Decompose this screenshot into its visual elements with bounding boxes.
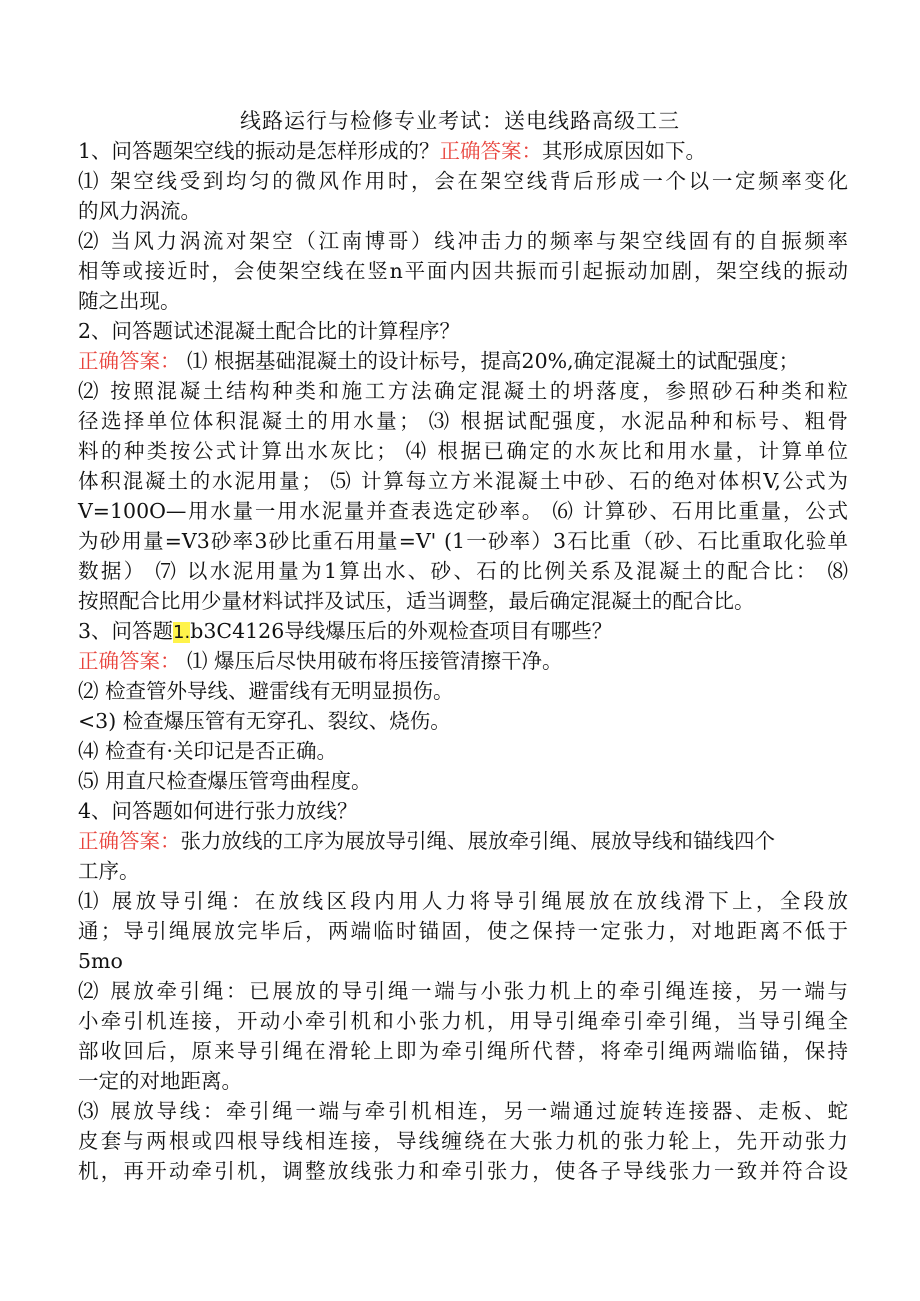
- answer-label: 正确答案：: [78, 829, 181, 853]
- answer-line: [78, 646, 848, 676]
- document-title: 线路运行与检修专业考试：送电线路高级工三: [240, 109, 680, 133]
- text-line: ⑴ 架空线受到均匀的微风作用时，会在架空线背后形成一个以一定频率变化: [78, 169, 848, 193]
- text-line: ⑵ 展放牵引绳：已展放的导引绳一端与小张力机上的牵引绳连接，另一端与: [78, 979, 848, 1003]
- text-line: 数据） ⑺ 以水泥用量为1算出水、砂、石的比例关系及混凝土的配合比： ⑻: [78, 559, 848, 583]
- question-4: 4、问答题如何进行张力放线？: [78, 799, 358, 823]
- text-line: 皮套与两根或四根导线相连接，导线缠绕在大张力机的张力轮上，先开动张力: [78, 1129, 848, 1153]
- answer-line: [78, 346, 848, 376]
- text-line: 部收回后，原来导引绳在滑轮上即为牵引绳所代替，将牵引绳两端临锚，保持: [78, 1039, 848, 1063]
- question-1: [78, 136, 848, 166]
- text-line: V=100O—用水量一用水泥量并查表选定砂率。 ⑹ 计算砂、石用比重量，公式: [78, 499, 848, 523]
- text-line: <3) 检查爆压管有无穿孔、裂纹、烧伤。: [78, 709, 451, 733]
- text-line: ⑵ 检查管外导线、避雷线有无明显损伤。: [78, 679, 454, 703]
- text-line: ⑷ 检查有·关印记是否正确。: [78, 739, 338, 763]
- text-line: 按照配合比用少量材料试拌及试压，适当调整，最后确定混凝土的配合比。: [78, 589, 755, 613]
- text-line: 体积混凝土的水泥用量； ⑸ 计算每立方米混凝土中砂、石的绝对体枳V,公式为: [78, 469, 848, 493]
- text-line: 机，再开动牵引机，调整放线张力和牵引张力，使各子导线张力一致并符合设: [78, 1159, 848, 1183]
- highlighted-text: 1.: [173, 622, 191, 643]
- text-line: 径选择单位体积混凝土的用水量； ⑶ 根据试配强度，水泥品种和标号、粗骨: [78, 409, 848, 433]
- text-line: ⑵ 按照混凝土结构种类和施工方法确定混凝土的坍落度，参照砂石种类和粒: [78, 379, 848, 403]
- question-text: 1、问答题架空线的振动是怎样形成的？: [78, 139, 440, 163]
- text-line: ⑸ 用直尺检查爆压管弯曲程度。: [78, 769, 372, 793]
- question-3: [78, 616, 848, 648]
- text-line: ⑶ 展放导线：牵引绳一端与牵引机相连，另一端通过旋转连接器、走板、蛇: [78, 1099, 848, 1123]
- question-prefix: 3、问答题: [78, 619, 174, 643]
- text-line: 料的种类按公式计算出水灰比； ⑷ 根据已确定的水灰比和用水量，计算单位: [78, 439, 848, 463]
- text-line: ⑵ 当风力涡流对架空（江南博哥）线冲击力的频率与架空线固有的自振频率: [78, 229, 848, 253]
- text-line: 一定的对地距离。: [78, 1069, 242, 1093]
- text-line: 相等或接近时，会使架空线在竖n平面内因共振而引起振动加剧，架空线的振动: [78, 259, 848, 283]
- answer-label: 正确答案：: [78, 649, 181, 673]
- answer-text: 张力放线的工序为展放导引绳、展放牵引绳、展放导线和锚线四个: [180, 829, 775, 853]
- text-line: ⑴ 展放导引绳：在放线区段内用人力将导引绳展放在放线滑下上，全段放: [78, 889, 848, 913]
- answer-text: ⑴ 根据基础混凝土的设计标号，提高20%,确定混凝土的试配强度；: [187, 349, 800, 373]
- text-line: 的风力涡流。: [78, 199, 201, 223]
- answer-line: [78, 826, 848, 856]
- text-line: 通；导引绳展放完毕后，两端临时锚固，使之保持一定张力，对地距离不低于: [78, 919, 848, 943]
- text-line: 工序。: [78, 859, 140, 883]
- answer-label: 正确答案：: [439, 139, 543, 163]
- answer-text: ⑴ 爆压后尽快用破布将压接管清擦干净。: [187, 649, 563, 673]
- question-text: b3C4126导线爆压后的外观检查项目有哪些？: [190, 619, 613, 643]
- text-line: 小牵引机连接，开动小牵引机和小张力机，用导引绳牵引牵引绳，当导引绳全: [78, 1009, 848, 1033]
- answer-text: 其形成原因如下。: [542, 139, 707, 163]
- text-line: 5mo: [78, 949, 123, 973]
- question-2: 2、问答题试述混凝土配合比的计算程序？: [78, 319, 461, 343]
- text-line: 为砂用量=V3砂率3砂比重石用量=V' (1一砂率）3石比重（砂、石比重取化验单: [78, 529, 848, 553]
- text-line: 随之出现。: [78, 289, 181, 313]
- answer-label: 正确答案：: [78, 349, 181, 373]
